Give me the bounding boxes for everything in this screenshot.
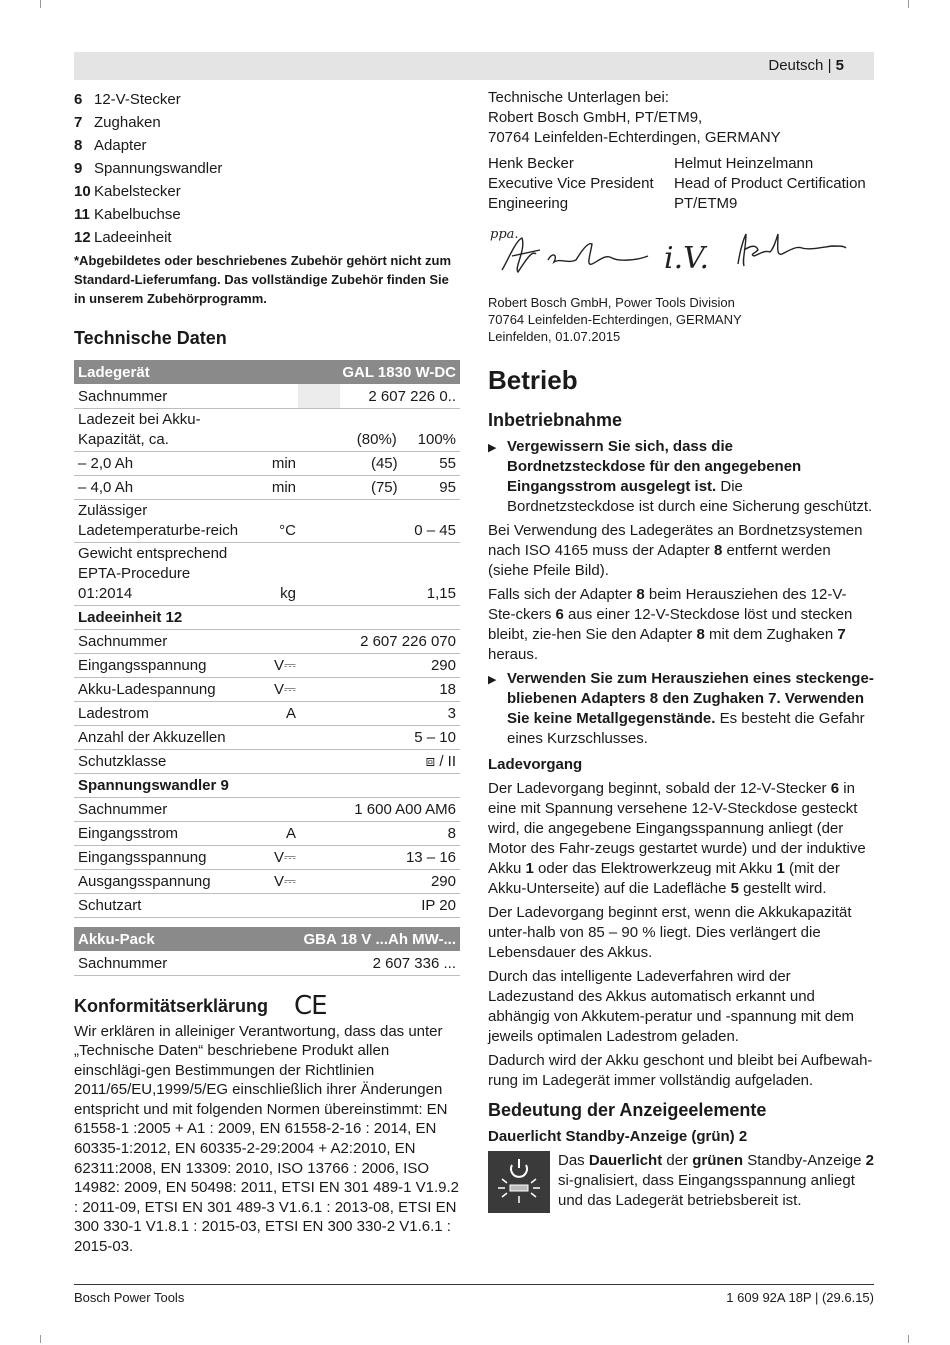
table-row: Sachnummer 2 607 226 070 [74, 629, 460, 653]
footer-rule [74, 1284, 874, 1285]
betrieb-title: Betrieb [488, 365, 578, 395]
table-row: Eingangsspannung V⎓ 290 [74, 653, 460, 677]
standby-light-icon [488, 1151, 550, 1213]
anzeige-title: Bedeutung der Anzeigeelemente [488, 1100, 767, 1120]
conformity-text: Wir erklären in alleiniger Verantwortung, dass das unter „Technische Daten“ beschriebene Produkt allen einschlägi-gen Bestimmungen der Richtlinien 2011/65/EU,1999/5/EG einschließlich ihrer Änderungen entspricht und mit folgenden Normen übereinstimmt: EN 61558-1 :2005 + A1 : 2009, EN 61558-2-16 : 2014, EN 60335-1:2012, EN 60335-2-29:2004 + A2:2010, EN 62311:2008, EN 13309: 2010, ISO 13766 : 2006, ISO 14982: 2009, EN 50498: 2011, ETSI EN 301 489-1 V1.9.2 : 2011-09, ETSI EN 301 489-3 V1.6.1 : 2013-08, ETSI EN 300 330-1 V1.8.1 : 2015-03, ETSI EN 300 330-2 V1.6.1 : 2015-03. [74, 1022, 459, 1256]
table-header-row: Ladegerät GAL 1830 W-DC [74, 360, 460, 384]
footer-brand: Bosch Power Tools [74, 1290, 185, 1305]
signatories: Henk Becker Executive Vice President Engineering Helmut Heinzelmann Head of Product Certification PT/ETM9 [488, 155, 866, 212]
paragraph: Durch das intelligente Ladeverfahren wird der Ladezustand des Akkus automatisch erkannt und abhängig von Akkutem-peratur und -spannung mit dem jeweils optimalen Ladestrom geladen. [488, 968, 855, 1045]
header-language: Deutsch [768, 57, 824, 74]
crop-mark [908, 1335, 909, 1343]
svg-text:ppa.: ppa. [490, 227, 519, 242]
page-number: 5 [835, 57, 844, 74]
table-row: Eingangsstrom A 8 [74, 821, 460, 845]
table-row: – 4,0 Ah min (75) 95 [74, 475, 460, 499]
conformity-title: Konformitätserklärung [74, 995, 269, 1016]
handwritten-signatures [488, 220, 874, 290]
crop-mark [40, 0, 41, 8]
left-column [74, 88, 460, 1257]
paragraph: Bei Verwendung des Ladegerätes an Bordnetzsystemen nach ISO 4165 muss der Adapter 8 entfernt werden (siehe Pfeile Bild). [488, 522, 863, 579]
tech-data-table [74, 360, 460, 976]
paragraph: Falls sich der Adapter 8 beim Herausziehen des 12-V-Ste-ckers 6 aus einer 12-V-Steckdose löst und stecken bleibt, zie-hen Sie den Adapter 8 mit dem Zughaken 7 heraus. [488, 586, 853, 663]
triangle-bullet-icon: ▶ [488, 674, 497, 686]
legend-item: 8 Adapter [74, 137, 147, 154]
legend-item: 11 Kabelbuchse [74, 206, 181, 223]
table-row: Sachnummer 2 607 336 ... [74, 951, 460, 975]
table-section-row: Ladeeinheit 12 [74, 605, 460, 629]
right-column [488, 88, 874, 1215]
table-row: Sachnummer 2 607 226 0.. [74, 384, 460, 408]
ladevorgang-title: Ladevorgang [488, 756, 583, 773]
standby-title: Dauerlicht Standby-Anzeige (grün) 2 [488, 1128, 748, 1145]
signature-image [488, 220, 874, 290]
table-row: Zulässiger Ladetemperaturbe-reich °C 0 – 45 [74, 499, 460, 542]
table-header-row: Akku-Pack GBA 18 V ...Ah MW-... [74, 927, 460, 951]
table-row: Sachnummer 1 600 A00 AM6 [74, 797, 460, 821]
legend-item: 9 Spannungswandler [74, 160, 223, 177]
table-row: – 2,0 Ah min (45) 55 [74, 451, 460, 475]
ce-mark-icon: CE [294, 990, 327, 1021]
table-row: Ausgangsspannung V⎓ 290 [74, 869, 460, 893]
component-legend [74, 88, 460, 249]
standby-indicator-block [488, 1151, 874, 1215]
legend-item: 10 Kabelstecker [74, 183, 181, 200]
tech-data-title: Technische Daten [74, 328, 227, 348]
protection-class-icon: ⧈ / II [298, 749, 460, 773]
division-address: Robert Bosch GmbH, Power Tools Division 70764 Leinfelden-Echterdingen, GERMANY Leinfelden, 01.07.2015 [488, 295, 742, 344]
legend-item: 12 Ladeeinheit [74, 229, 172, 246]
standby-description: Das Dauerlicht der grünen Standby-Anzeige 2 si-gnalisiert, dass Eingangsspannung anliegt und das Ladegerät betriebsbereit ist. [558, 1152, 874, 1209]
paragraph: Der Ladevorgang beginnt erst, wenn die Akkukapazität unter-halb von 85 – 90 % liegt. Dies verlängert die Lebensdauer des Akkus. [488, 904, 852, 961]
crop-mark [40, 1335, 41, 1343]
table-row: Anzahl der Akkuzellen 5 – 10 [74, 725, 460, 749]
table-row: Eingangsspannung V⎓ 13 – 16 [74, 845, 460, 869]
footer-doc-number: 1 609 92A 18P | (29.6.15) [726, 1290, 874, 1305]
svg-text:i.V.: i.V. [664, 241, 710, 276]
legend-item: 6 12-V-Stecker [74, 91, 181, 108]
paragraph: Dadurch wird der Akku geschont und bleibt bei Aufbewah-rung im Ladegerät immer vollständig aufgeladen. [488, 1052, 873, 1089]
header-separator: | [827, 57, 832, 74]
conformity-heading [74, 990, 460, 1021]
table-row: Ladestrom A 3 [74, 701, 460, 725]
accessory-note: *Abgebildetes oder beschriebenes Zubehör gehört nicht zum Standard-Lieferumfang. Das vollständige Zubehör finden Sie in unserem Zubehörprogramm. [74, 253, 452, 306]
warning-bullet: ▶ Verwenden Sie zum Herausziehen eines steckenge-bliebenen Adapters 8 den Zughaken 7. Verwenden Sie keine Metallgegenstände. Es besteht die Gefahr eines Kurzschlusses. [488, 670, 874, 747]
table-row: Akku-Ladespannung V⎓ 18 [74, 677, 460, 701]
inbetriebnahme-title: Inbetriebnahme [488, 410, 623, 430]
legend-item: 7 Zughaken [74, 114, 161, 131]
page-header [74, 52, 874, 80]
triangle-bullet-icon: ▶ [488, 442, 497, 454]
table-section-row: Spannungswandler 9 [74, 773, 460, 797]
table-row: Schutzklasse ⧈ / II [74, 749, 460, 773]
paragraph: Der Ladevorgang beginnt, sobald der 12-V-Stecker 6 in eine mit Spannung versehene 12-V-Steckdose gesteckt wird, die angegebene Eingangsspannung anliegt (der Motor des Fahr-zeugs gestartet wurde) und der induktive Akku 1 oder das Elektrowerkzeug mit Akku 1 (mit der Akku-Unterseite) auf die Ladefläche 5 gestellt wird. [488, 780, 866, 897]
table-row: Schutzart IP 20 [74, 893, 460, 917]
tech-docs-address: Technische Unterlagen bei: Robert Bosch GmbH, PT/ETM9, 70764 Leinfelden-Echterdingen, GERMANY [488, 89, 781, 146]
warning-bullet: ▶ Vergewissern Sie sich, dass die Bordnetzsteckdose für den angegebenen Eingangsstrom ausgelegt ist. Die Bordnetzsteckdose ist durch eine Sicherung geschützt. [488, 438, 873, 515]
table-row: Gewicht entsprechend EPTA-Procedure 01:2014 kg 1,15 [74, 542, 460, 605]
crop-mark [908, 0, 909, 8]
table-row: Ladezeit bei Akku-Kapazität, ca. (80%) 100% [74, 408, 460, 451]
